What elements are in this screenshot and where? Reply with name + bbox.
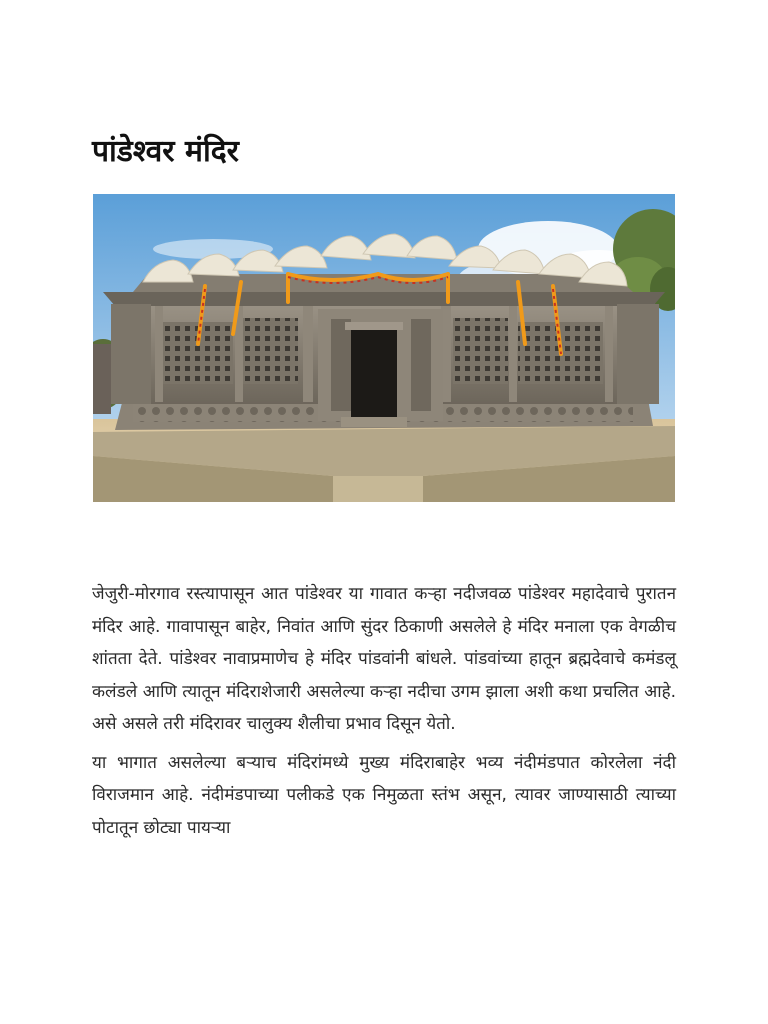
article-body [92,578,676,850]
paragraph: जेजुरी-मोरगाव रस्त्यापासून आत पांडेश्वर या गावात कऱ्हा नदीजवळ पांडेश्वर महादेवाचे पुरातन मंदिर आहे. गावापासून बाहेर, निवांत आणि सुंदर ठिकाणी असलेले हे मंदिर मनाला एक वेगळीच शांतता देते. पांडेश्वर नावाप्रमाणेच हे मंदिर पांडवांनी बांधले. पांडवांच्या हातून ब्रह्मदेवाचे कमंडलू कलंडले आणि त्यातून मंदिराशेजारी असलेल्या कऱ्हा नदीचा उगम झाला अशी कथा प्रचलित आहे. असे असले तरी मंदिरावर चालुक्य शैलीचा प्रभाव दिसून येतो. [92,584,676,734]
page-title: पांडेश्वर मंदिर [92,134,239,169]
paragraph: या भागात असलेल्या बऱ्याच मंदिरांमध्ये मुख्य मंदिराबाहेर भव्य नंदीमंडपात कोरलेला नंदी विराजमान आहे. नंदीमंडपाच्या पलीकडे एक निमुळता स्तंभ असून, त्यावर जाण्यासाठी त्याच्या पोटातून छोट्या पायऱ्या [92,752,676,838]
temple-photo [93,194,675,502]
